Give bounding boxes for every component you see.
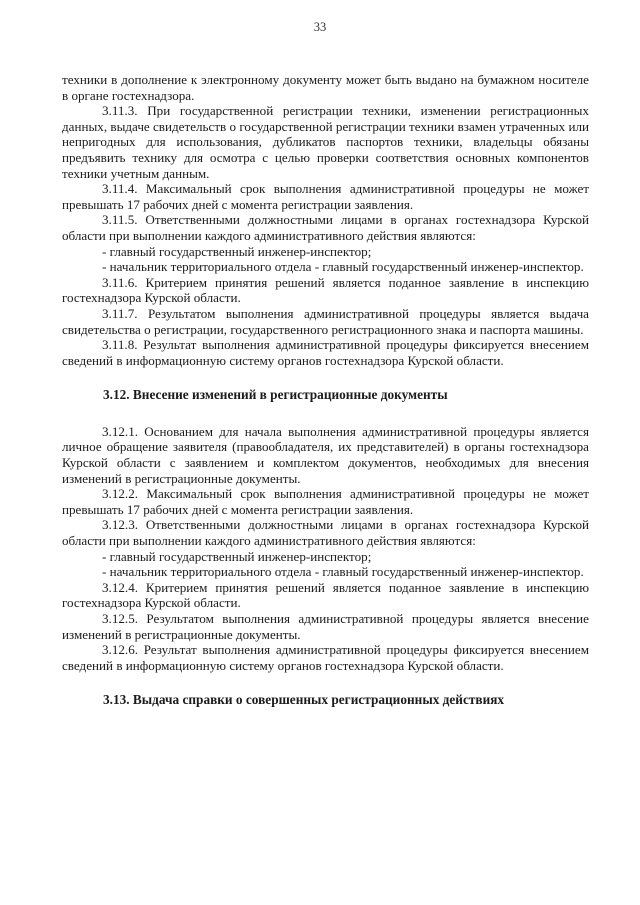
page-content: [62, 72, 589, 729]
paragraph-3-12-5: 3.12.5. Результатом выполнения административной процедуры является внесение изменений в регистрационные документы.: [62, 611, 589, 642]
paragraph-3-12-6: 3.12.6. Результат выполнения административной процедуры фиксируется внесением сведений в информационную систему органов гостехнадзора Курской области.: [62, 642, 589, 673]
paragraph-3-11-5: 3.11.5. Ответственными должностными лицами в органах гостехнадзора Курской области при выполнении каждого административного действия являются:: [62, 212, 589, 243]
paragraph-3-12-4: 3.12.4. Критерием принятия решений является поданное заявление в инспекцию гостехнадзора Курской области.: [62, 579, 589, 611]
paragraph-3-11-7: 3.11.7. Результатом выполнения административной процедуры является выдача свидетельства о регистрации, государственного регистрационного знака и паспорта машины.: [62, 305, 589, 337]
list-item: - главный государственный инженер-инспектор;: [102, 548, 372, 564]
list-item: - главный государственный инженер-инспектор;: [102, 243, 372, 259]
paragraph: техники в дополнение к электронному документу может быть выдано на бумажном носителе в органе гостехнадзора.: [62, 72, 589, 103]
section-heading-3-13: 3.13. Выдача справки о совершенных регистрационных действиях: [103, 692, 505, 708]
paragraph-3-11-3: 3.11.3. При государственной регистрации техники, изменении регистрационных данных, выдаче свидетельств о государственной регистрации техники взамен утраченных или непригодных для использования, дубликатов паспортов техники, владельцы обязаны предъявить технику для осмотра с целью проверки соответствия основных компонентов техники учетным данным.: [62, 103, 589, 181]
paragraph-3-12-3: 3.12.3. Ответственными должностными лицами в органах гостехнадзора Курской области при выполнении каждого административного действия являются:: [62, 517, 589, 549]
paragraph-3-11-4: 3.11.4. Максимальный срок выполнения административной процедуры не может превышать 17 рабочих дней с момента регистрации заявления.: [62, 181, 589, 212]
list-item: - начальник территориального отдела - главный государственный инженер-инспектор.: [102, 564, 584, 580]
paragraph-3-12-2: 3.12.2. Максимальный срок выполнения административной процедуры не может превышать 17 рабочих дней с момента регистрации заявления.: [62, 486, 589, 517]
paragraph-3-11-6: 3.11.6. Критерием принятия решений является поданное заявление в инспекцию гостехнадзора Курской области.: [62, 274, 589, 306]
paragraph-3-11-8: 3.11.8. Результат выполнения административной процедуры фиксируется внесением сведений в информационную систему органов гостехнадзора Курской области.: [62, 337, 589, 368]
section-heading-3-12: 3.12. Внесение изменений в регистрационные документы: [103, 387, 448, 403]
list-item: - начальник территориального отдела - главный государственный инженер-инспектор.: [102, 259, 584, 275]
paragraph-3-12-1: 3.12.1. Основанием для начала выполнения административной процедуры является личное обращение заявителя (правообладателя, их представителей) в органы гостехнадзора Курской области с заявлением и комплектом документов, необходимых для внесения изменений в регистрационные документы.: [62, 423, 589, 486]
page-number: 33: [313, 20, 327, 34]
